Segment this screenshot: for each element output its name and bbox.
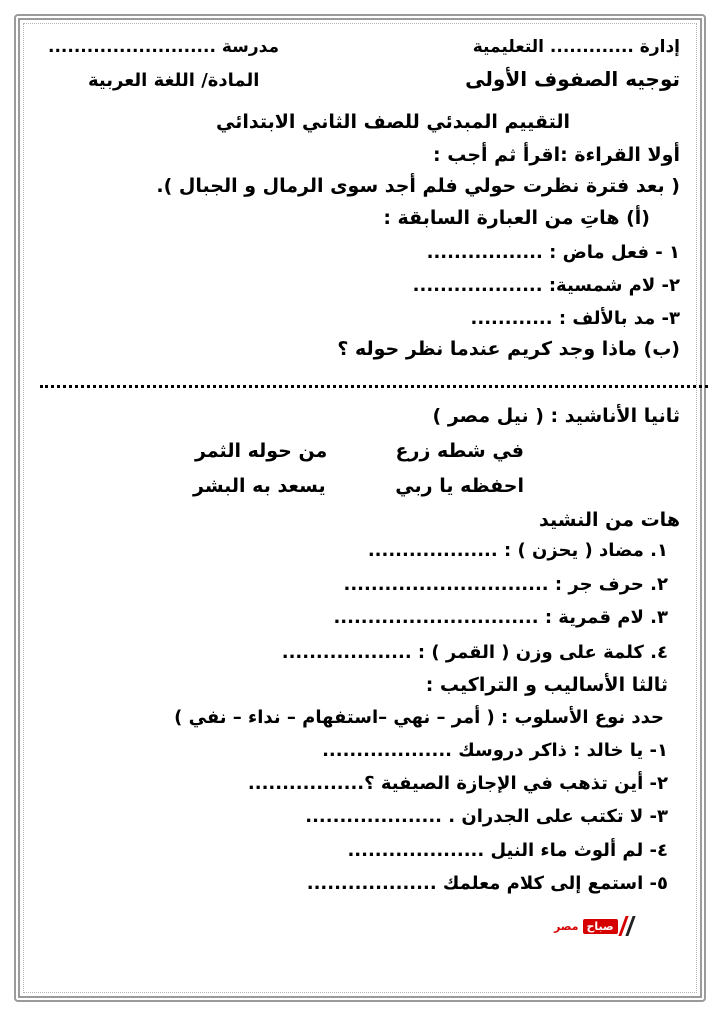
- anthem-verse-2-left: يسعد به البشر: [193, 475, 326, 497]
- reading-part-b: (ب) ماذا وجد كريم عندما نظر حوله ؟: [337, 338, 680, 360]
- reading-item-2: ٢- لام شمسية: ...................: [412, 275, 680, 296]
- header-administration: إدارة ............. التعليمية: [472, 37, 680, 57]
- anthem-verse-1-left: من حوله الثمر: [195, 440, 328, 462]
- reading-item-3: ٣- مد بالألف : ............: [470, 308, 680, 329]
- sabah-masr-logo: [554, 914, 670, 938]
- anthem-item-2: ٢. حرف جر : ..............................: [343, 574, 668, 595]
- header-school: مدرسة ..........................: [48, 37, 279, 57]
- page-title: التقييم المبدئي للصف الثاني الابتدائي: [216, 111, 570, 133]
- logo-word-sabah: صباح: [583, 919, 618, 934]
- anthem-item-1: ١. مضاد ( يحزن ) : ...................: [367, 540, 668, 561]
- styles-item-2: ٢- أين تذهب في الإجازة الصيفية ؟.................: [247, 773, 668, 794]
- anthem-verse-1-right: في شطه زرع: [395, 440, 524, 462]
- anthem-prompt: هات من النشيد: [539, 509, 680, 531]
- styles-instruction: حدد نوع الأسلوب : ( أمر – نهي –استفهام – نداء – نفي ): [174, 707, 664, 728]
- styles-item-4: ٤- لم ألوث ماء النيل ....................: [347, 840, 668, 861]
- anthem-item-4: ٤. كلمة على وزن ( القمر ) : ...................: [281, 642, 668, 663]
- reading-passage: ( بعد فترة نظرت حولي فلم أجد سوى الرمال و الجبال ).: [156, 175, 680, 197]
- reading-item-1: ١ - فعل ماض : .................: [426, 242, 680, 263]
- styles-item-3: ٣- لا تكتب على الجدران . ....................: [305, 806, 668, 827]
- header-subject: المادة/ اللغة العربية: [88, 70, 260, 91]
- anthem-heading: ثانيا الأناشيد : ( نيل مصر ): [432, 405, 680, 427]
- styles-item-5: ٥- استمع إلى كلام معلمك ...................: [306, 873, 668, 894]
- header-guidance: توجيه الصفوف الأولى: [465, 67, 680, 91]
- styles-heading: ثالثا الأساليب و التراكيب :: [425, 674, 668, 696]
- reading-heading: أولا القراءة :اقرأ ثم أجب :: [433, 144, 680, 166]
- reading-part-a: (أ) هاتِ من العبارة السابقة :: [383, 207, 650, 229]
- styles-item-1: ١- يا خالد : ذاكر دروسك ...................: [322, 740, 668, 761]
- logo-word-masr: مصر: [554, 919, 579, 933]
- anthem-item-3: ٣. لام قمرية : ..............................: [333, 607, 668, 628]
- anthem-verse-2-right: احفظه يا ربي: [395, 475, 524, 497]
- dotted-answer-line: [40, 385, 708, 388]
